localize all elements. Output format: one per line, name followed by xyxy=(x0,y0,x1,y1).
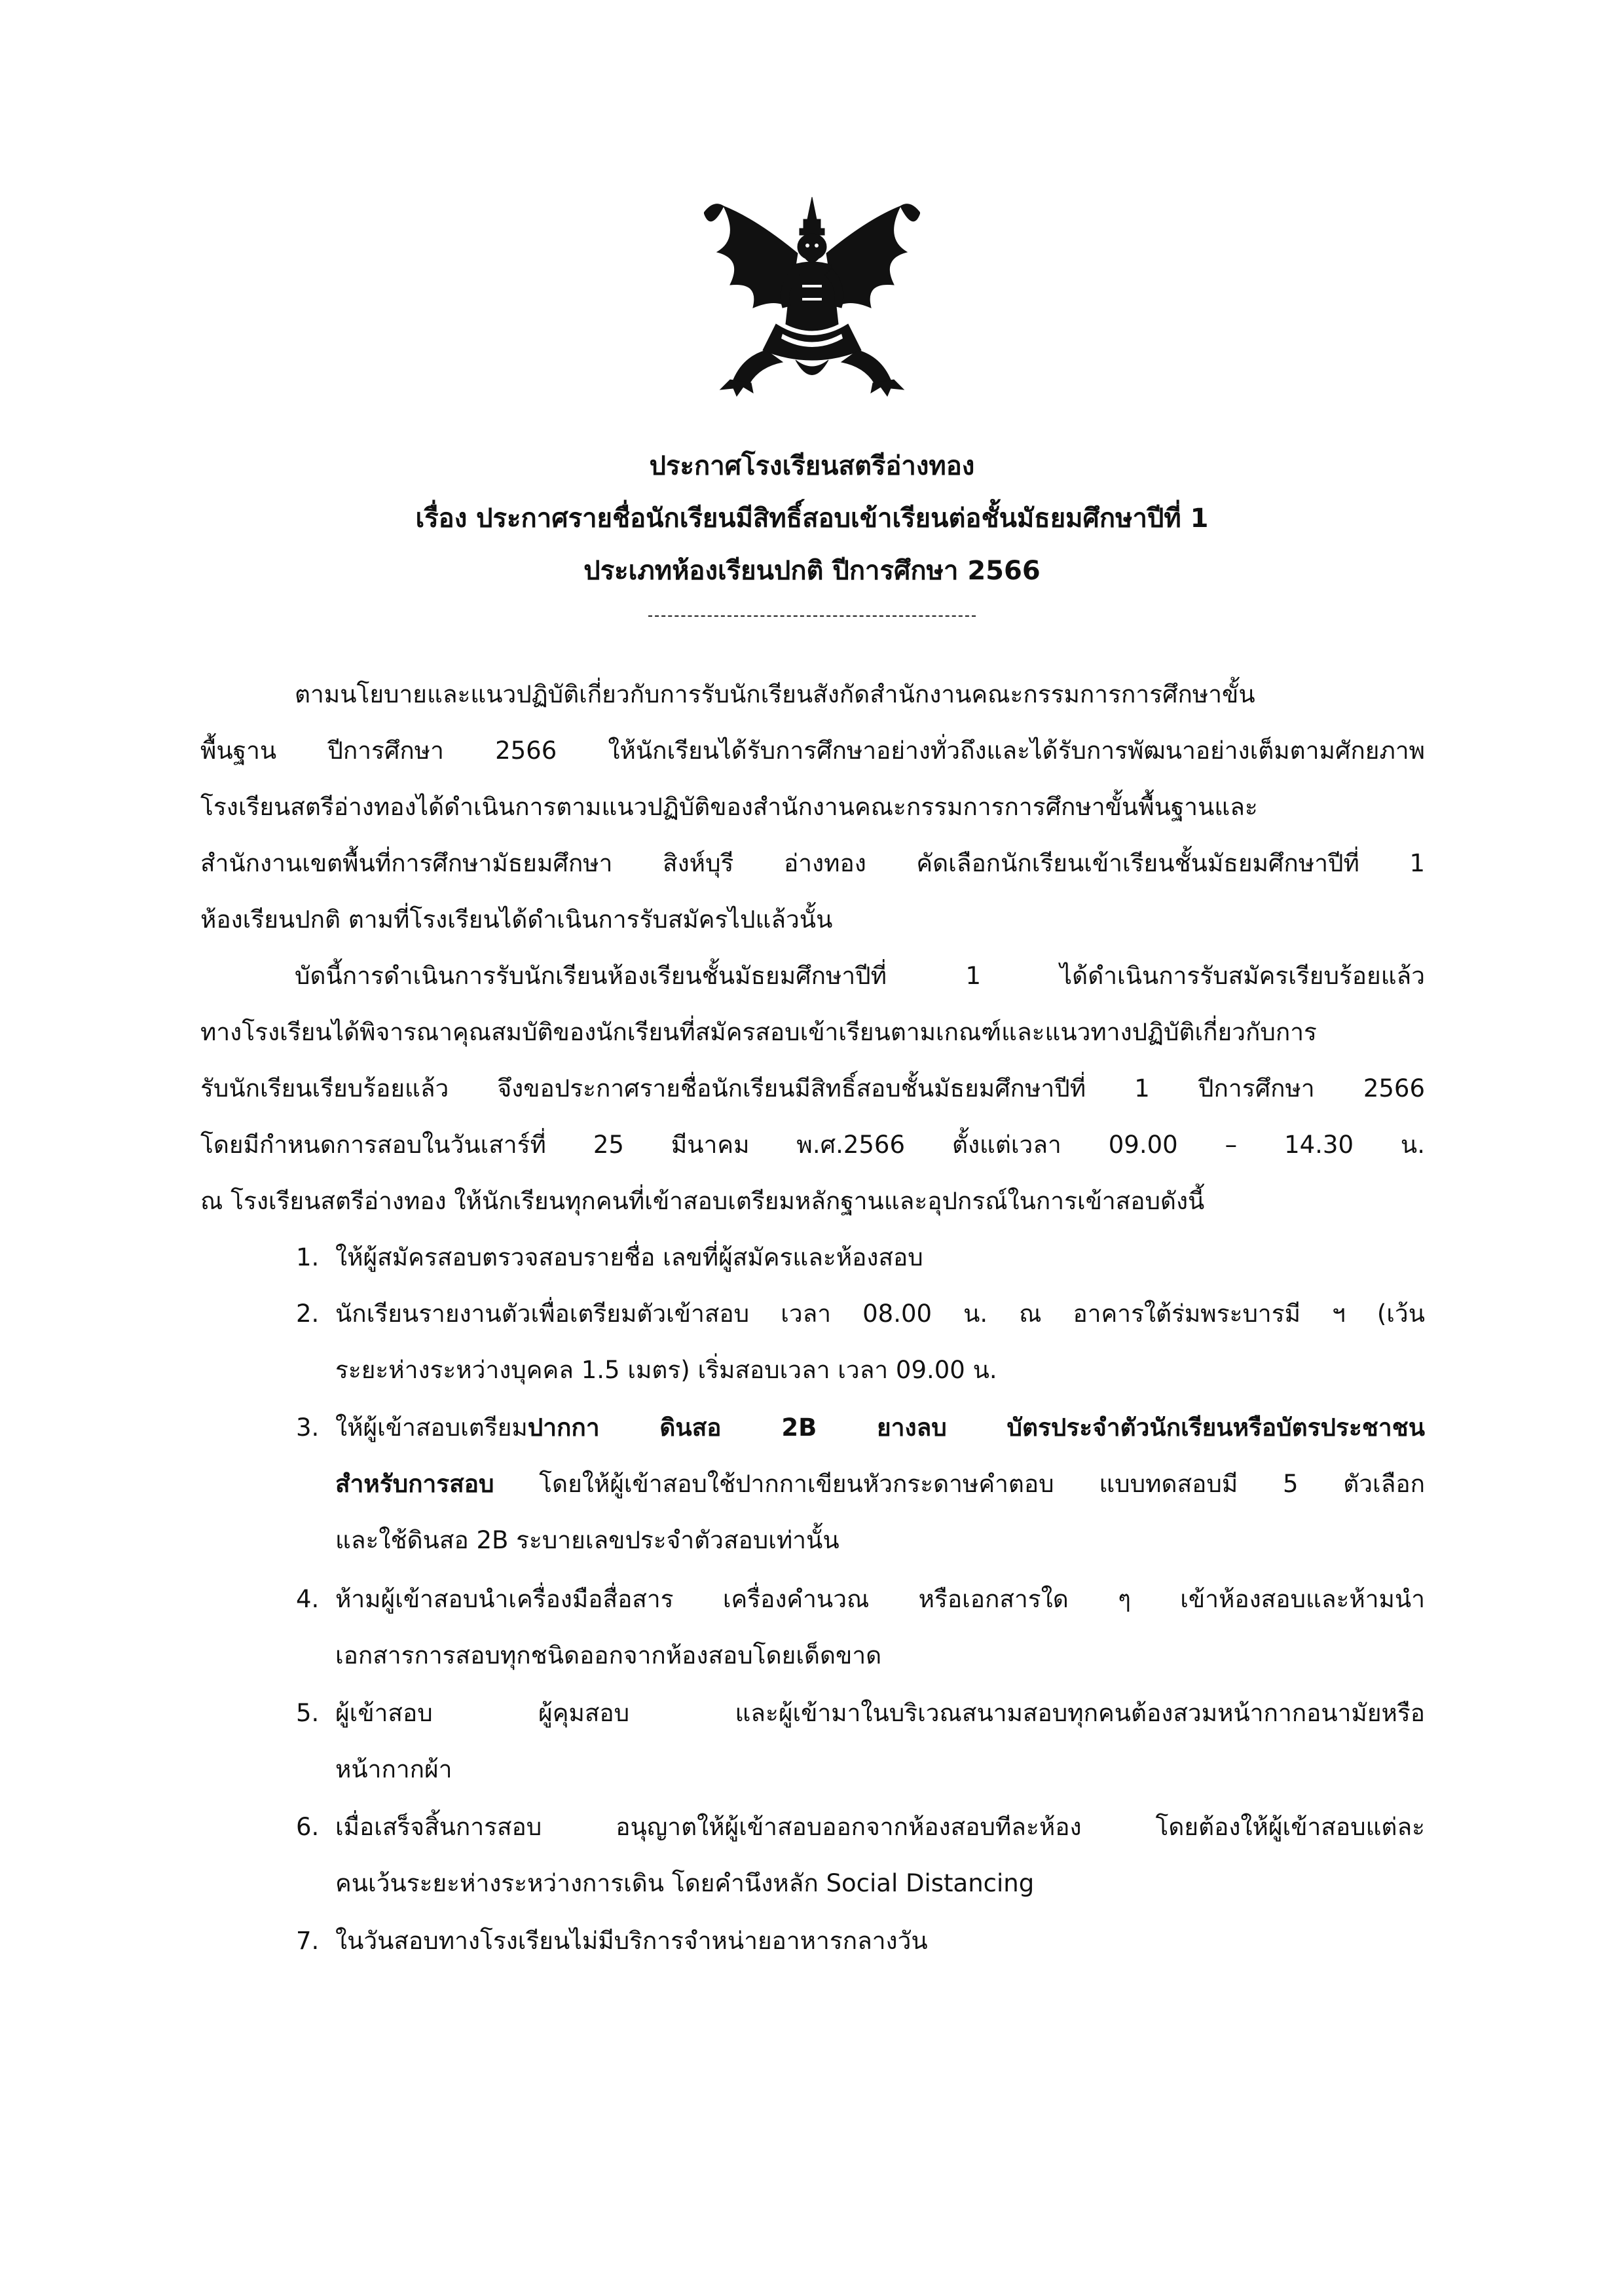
separator-line xyxy=(648,615,976,617)
list-item-number: 6. xyxy=(296,1813,320,1841)
list-item-text xyxy=(335,1413,1425,1443)
list-item-text: คนเว้นระยะห่างระหว่างการเดิน โดยคำนึงหลัก Social Distancing xyxy=(335,1869,1035,1897)
list-item-number: 4. xyxy=(296,1585,320,1613)
list-item-text: หน้ากากผ้า xyxy=(335,1755,452,1783)
list-item-number: 2. xyxy=(296,1300,320,1328)
garuda-emblem-icon xyxy=(704,193,920,403)
list-item-number: 7. xyxy=(296,1927,320,1955)
list-item-text: เมื่อเสร็จสิ้นการสอบ อนุญาตให้ผู้เข้าสอบออกจากห้องสอบทีละห้อง โดยต้องให้ผู้เข้าสอบแต่ละ xyxy=(335,1813,1425,1841)
paragraph-1-line: โรงเรียนสตรีอ่างทองได้ดำเนินการตามแนวปฏิบัติของสำนักงานคณะกรรมการการศึกษาขั้นพื้นฐานและ xyxy=(200,793,1258,821)
paragraph-2-line: บัดนี้การดำเนินการรับนักเรียนห้องเรียนชั้นมัธยมศึกษาปีที่ 1 ได้ดำเนินการรับสมัครเรียบร้อยแล้ว xyxy=(295,962,1425,990)
paragraph-1-line: สำนักงานเขตพื้นที่การศึกษามัธยมศึกษา สิงห์บุรี อ่างทอง คัดเลือกนักเรียนเข้าเรียนชั้นมัธยมศึกษาปีที่ 1 xyxy=(200,849,1425,877)
paragraph-2-line: ณ โรงเรียนสตรีอ่างทอง ให้นักเรียนทุกคนที่เข้าสอบเตรียมหลักฐานและอุปกรณ์ในการเข้าสอบดังนี้ xyxy=(200,1187,1205,1215)
paragraph-2-line: ทางโรงเรียนได้พิจารณาคุณสมบัติของนักเรียนที่สมัครสอบเข้าเรียนตามเกณฑ์และแนวทางปฏิบัติเกี่ยวกับการ xyxy=(200,1018,1317,1046)
list-item-text: ให้ผู้สมัครสอบตรวจสอบรายชื่อ เลขที่ผู้สมัครและห้องสอบ xyxy=(335,1243,923,1271)
list-item-text: ในวันสอบทางโรงเรียนไม่มีบริการจำหน่ายอาหารกลางวัน xyxy=(335,1927,928,1955)
paragraph-1-line: ห้องเรียนปกติ ตามที่โรงเรียนได้ดำเนินการรับสมัครไปแล้วนั้น xyxy=(200,905,833,934)
list-item-text: ผู้เข้าสอบ ผู้คุมสอบ และผู้เข้ามาในบริเวณสนามสอบทุกคนต้องสวมหน้ากากอนามัยหรือ xyxy=(335,1699,1425,1727)
list-item-prefix: ให้ผู้เข้าสอบเตรียม xyxy=(335,1413,528,1442)
announcement-category: ประเภทห้องเรียนปกติ ปีการศึกษา 2566 xyxy=(583,556,1041,586)
paragraph-1-line: ตามนโยบายและแนวปฏิบัติเกี่ยวกับการรับนักเรียนสังกัดสำนักงานคณะกรรมการการศึกษาขั้น xyxy=(295,680,1255,708)
list-item-bold: ปากกา ดินสอ 2B ยางลบ บัตรประจำตัวนักเรียนหรือบัตรประชาชน xyxy=(527,1413,1425,1442)
announcement-title: ประกาศโรงเรียนสตรีอ่างทอง xyxy=(649,451,975,481)
list-item-rest: โดยให้ผู้เข้าสอบใช้ปากกาเขียนหัวกระดาษคำตอบ แบบทดสอบมี 5 ตัวเลือก xyxy=(494,1470,1425,1498)
list-item-bold: สำหรับการสอบ xyxy=(335,1470,494,1498)
list-item-number: 1. xyxy=(296,1243,320,1271)
paragraph-2-line: โดยมีกำหนดการสอบในวันเสาร์ที่ 25 มีนาคม พ.ศ.2566 ตั้งแต่เวลา 09.00 – 14.30 น. xyxy=(200,1131,1425,1159)
list-item-text: เอกสารการสอบทุกชนิดออกจากห้องสอบโดยเด็ดขาด xyxy=(335,1641,882,1669)
announcement-subject: เรื่อง ประกาศรายชื่อนักเรียนมีสิทธิ์สอบเข้าเรียนต่อชั้นมัธยมศึกษาปีที่ 1 xyxy=(415,503,1209,534)
list-item-text: ระยะห่างระหว่างบุคคล 1.5 เมตร) เริ่มสอบเวลา เวลา 09.00 น. xyxy=(335,1356,997,1384)
list-item-number: 5. xyxy=(296,1699,320,1727)
list-item-text: และใช้ดินสอ 2B ระบายเลขประจำตัวสอบเท่านั้น xyxy=(335,1526,840,1554)
list-item-number: 3. xyxy=(296,1413,320,1442)
list-item-text: นักเรียนรายงานตัวเพื่อเตรียมตัวเข้าสอบ เวลา 08.00 น. ณ อาคารใต้ร่มพระบารมี ฯ (เว้น xyxy=(335,1300,1425,1328)
list-item-text xyxy=(335,1469,1425,1499)
list-item-text: ห้ามผู้เข้าสอบนำเครื่องมือสื่อสาร เครื่องคำนวณ หรือเอกสารใด ๆ เข้าห้องสอบและห้ามนำ xyxy=(335,1585,1425,1613)
paragraph-1-line: พื้นฐาน ปีการศึกษา 2566 ให้นักเรียนได้รับการศึกษาอย่างทั่วถึงและได้รับการพัฒนาอย่างเต็มตามศักยภาพ xyxy=(200,737,1425,765)
paragraph-2-line: รับนักเรียนเรียบร้อยแล้ว จึงขอประกาศรายชื่อนักเรียนมีสิทธิ์สอบชั้นมัธยมศึกษาปีที่ 1 ปีการศึกษา 2566 xyxy=(200,1074,1425,1102)
